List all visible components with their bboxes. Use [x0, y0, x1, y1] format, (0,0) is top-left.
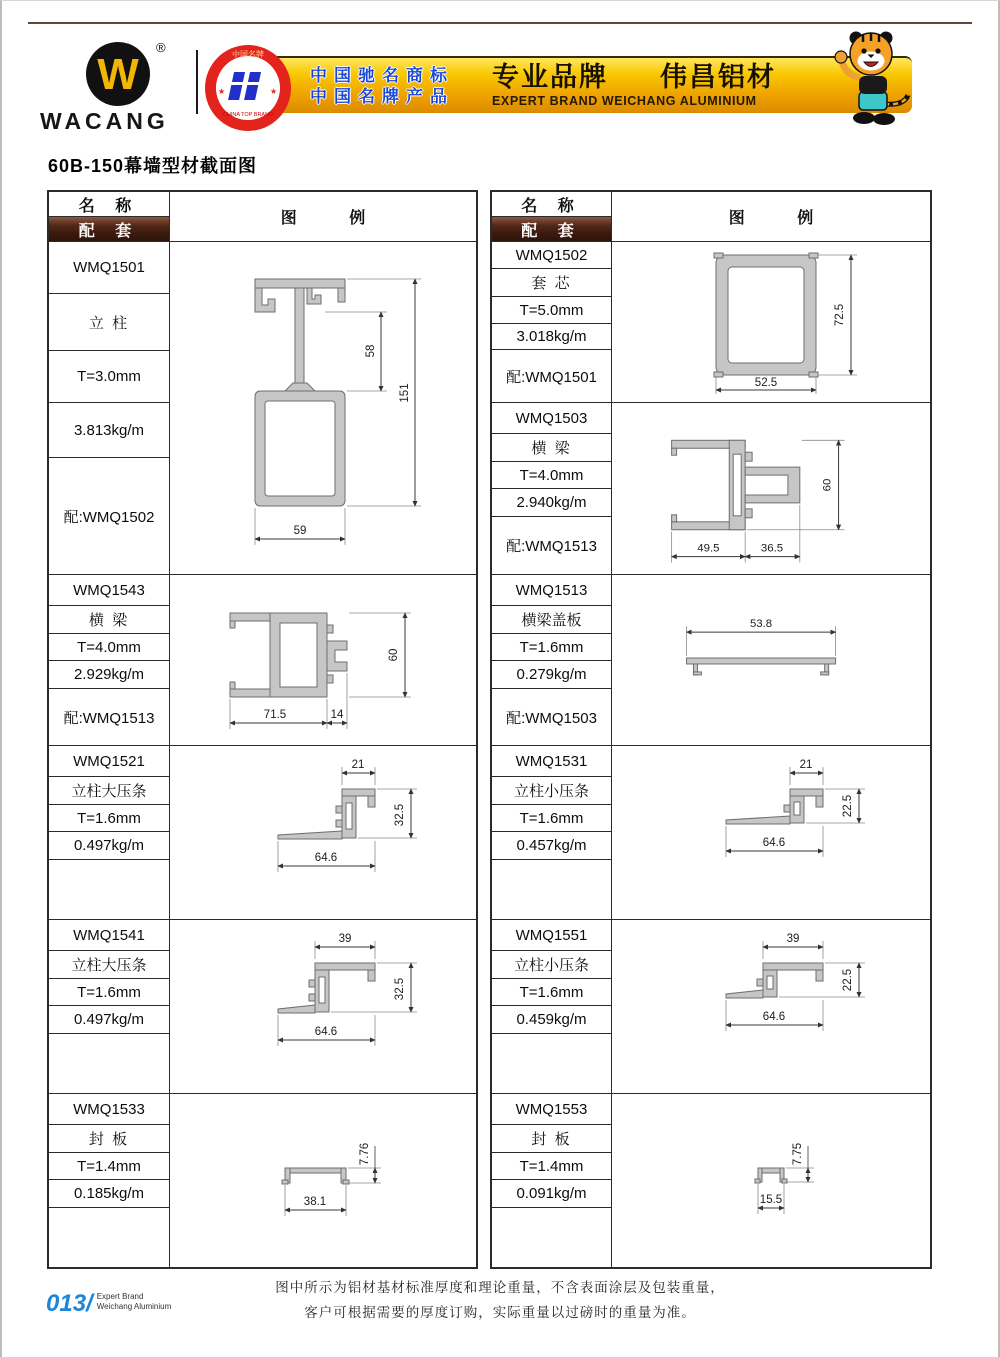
- profile-pair: [492, 1034, 611, 1093]
- dimension-label: 64.6: [314, 851, 338, 864]
- diagram-wmq1533: [170, 1094, 476, 1267]
- profile-code: WMQ1502: [492, 242, 611, 269]
- profile-pair: 配:WMQ1513: [63, 709, 155, 727]
- profile-thickness: T=1.6mm: [492, 634, 611, 661]
- profile-block-wmq1531: [492, 746, 930, 920]
- honor-line-2: 中国名牌产品: [310, 86, 454, 106]
- profile-block-wmq1502: [492, 242, 930, 403]
- banner-subtitle-en: EXPERT BRAND WEICHANG ALUMINIUM: [492, 93, 757, 108]
- dimension-label: 22.5: [842, 968, 854, 991]
- profile-pair: [49, 1034, 169, 1093]
- dimension-label: 64.6: [762, 1010, 786, 1023]
- profile-weight: 0.459kg/m: [492, 1006, 611, 1034]
- profile-weight: 2.940kg/m: [492, 489, 611, 517]
- profile-weight: 0.185kg/m: [49, 1180, 169, 1208]
- profile-block-wmq1533: [49, 1094, 476, 1267]
- profile-weight: 3.813kg/m: [49, 403, 169, 458]
- profile-code: WMQ1543: [49, 575, 169, 606]
- profile-code: WMQ1513: [492, 575, 611, 606]
- profile-weight: 0.457kg/m: [492, 832, 611, 860]
- dimension-label: 14: [330, 709, 344, 721]
- profile-pair: [49, 1208, 169, 1267]
- dimension-label: 151: [399, 382, 411, 403]
- profile-code: WMQ1553: [492, 1094, 611, 1125]
- page-number-value: 013/: [46, 1290, 93, 1317]
- dimension-label: 64.6: [762, 836, 786, 849]
- footer-note-line1: 图中所示为铝材基材标准厚度和理论重量，不含表面涂层及包装重量，: [275, 1280, 725, 1295]
- profile-weight: 3.018kg/m: [492, 324, 611, 350]
- profile-type: 立柱小压条: [492, 777, 611, 805]
- profile-code: WMQ1533: [49, 1094, 169, 1125]
- diagram-wmq1543: [170, 575, 476, 745]
- dimension-label: 21: [351, 758, 365, 771]
- col-header-legend: 图 例: [728, 210, 838, 227]
- dimension-label: 52.5: [754, 377, 778, 389]
- profile-thickness: T=4.0mm: [492, 462, 611, 489]
- page-imprint: [97, 1292, 172, 1312]
- page-title: 60B-150幕墙型材截面图: [48, 156, 258, 176]
- dimension-label: 21: [799, 758, 813, 771]
- profile-code: WMQ1551: [492, 920, 611, 951]
- profile-type: 横梁盖板: [492, 606, 611, 634]
- profile-pair: [49, 860, 169, 919]
- col-header-pair: 配 套: [49, 217, 169, 241]
- profile-pair: 配:WMQ1502: [63, 508, 155, 526]
- dimension-label: 7.76: [359, 1142, 371, 1165]
- dimension-label: 22.5: [842, 794, 854, 817]
- profile-weight: 0.497kg/m: [49, 832, 169, 860]
- honor-ribbon: [310, 65, 454, 107]
- profile-weight: 0.497kg/m: [49, 1006, 169, 1034]
- profile-code: WMQ1521: [49, 746, 169, 777]
- profile-block-wmq1543: [49, 575, 476, 746]
- profile-type: 封 板: [49, 1125, 169, 1153]
- profile-block-wmq1551: [492, 920, 930, 1094]
- profile-thickness: T=1.4mm: [49, 1153, 169, 1180]
- profile-code: WMQ1531: [492, 746, 611, 777]
- profile-pair: 配:WMQ1513: [506, 538, 597, 555]
- profile-type: 套 芯: [492, 269, 611, 297]
- profile-thickness: T=4.0mm: [49, 634, 169, 661]
- dimension-label: 39: [786, 932, 800, 945]
- profile-block-wmq1553: [492, 1094, 930, 1267]
- dimension-label: 32.5: [394, 977, 406, 1000]
- col-header-pair: 配 套: [492, 217, 611, 241]
- profile-block-wmq1503: [492, 403, 930, 575]
- profile-weight: 0.279kg/m: [492, 661, 611, 689]
- profile-block-wmq1521: [49, 746, 476, 920]
- badge-star-left: ★: [218, 87, 226, 96]
- imprint-line1: Expert Brand: [96, 1292, 144, 1301]
- diagram-wmq1521: [170, 746, 476, 919]
- profile-type: 立柱大压条: [49, 951, 169, 979]
- diagram-wmq1502: [612, 242, 930, 402]
- profile-code: WMQ1503: [492, 403, 611, 434]
- diagram-wmq1501: [170, 242, 476, 574]
- profile-type: 封 板: [492, 1125, 611, 1153]
- profile-thickness: T=3.0mm: [49, 351, 169, 403]
- diagram-wmq1551: [612, 920, 930, 1093]
- profile-thickness: T=1.6mm: [492, 805, 611, 832]
- profile-thickness: T=1.6mm: [49, 805, 169, 832]
- badge-star-right: ★: [270, 87, 278, 96]
- banner-slogan: 专业品牌: [492, 61, 608, 92]
- profile-pair: [492, 1208, 611, 1267]
- profile-weight: 2.929kg/m: [49, 661, 169, 689]
- diagram-wmq1513: [612, 575, 930, 745]
- dimension-label: 71.5: [263, 709, 287, 721]
- brand-wordmark: WACANG: [40, 108, 169, 134]
- banner-brand-cn: 伟昌铝材: [660, 61, 776, 92]
- dimension-label: 53.8: [749, 617, 773, 630]
- badge-bottom-text: CHINA TOP BRAND: [222, 112, 274, 118]
- col-header-name: 名 称: [492, 192, 611, 217]
- china-top-brand-badge-icon: [204, 44, 292, 132]
- col-header-legend: 图 例: [280, 210, 390, 227]
- diagram-wmq1541: [170, 920, 476, 1093]
- dimension-label: 49.5: [697, 542, 720, 555]
- diagram-wmq1531: [612, 746, 930, 919]
- page-number: [46, 1292, 171, 1316]
- dimension-label: 59: [293, 524, 307, 537]
- dimension-label: 60: [388, 648, 400, 662]
- profile-type: 立柱小压条: [492, 951, 611, 979]
- diagram-wmq1553: [612, 1094, 930, 1267]
- dimension-label: 58: [365, 344, 377, 357]
- dimension-label: 7.75: [792, 1142, 804, 1165]
- profile-weight: 0.091kg/m: [492, 1180, 611, 1208]
- tiger-mascot-icon: [812, 24, 912, 126]
- imprint-line2: Weichang Aluminium: [96, 1302, 172, 1311]
- dimension-label: 60: [821, 478, 834, 491]
- header-divider: [196, 50, 198, 114]
- profile-block-wmq1541: [49, 920, 476, 1094]
- profile-type: 横 梁: [492, 434, 611, 462]
- profile-pair: 配:WMQ1503: [506, 709, 597, 727]
- profile-block-wmq1513: [492, 575, 930, 746]
- badge-top-text: 中国名牌: [232, 50, 264, 59]
- dimension-label: 64.6: [314, 1025, 338, 1038]
- profile-type: 横 梁: [49, 606, 169, 634]
- profile-thickness: T=1.4mm: [492, 1153, 611, 1180]
- registered-mark: ®: [156, 40, 166, 55]
- profile-thickness: T=1.6mm: [492, 979, 611, 1006]
- diagram-wmq1503: [612, 403, 930, 574]
- col-header-name: 名 称: [49, 192, 169, 217]
- profile-type: 立柱大压条: [49, 777, 169, 805]
- profile-block-wmq1501: [49, 242, 476, 575]
- profile-pair: [492, 860, 611, 919]
- dimension-label: 39: [338, 932, 352, 945]
- dimension-label: 15.5: [759, 1193, 783, 1206]
- profile-thickness: T=1.6mm: [49, 979, 169, 1006]
- profile-thickness: T=5.0mm: [492, 297, 611, 324]
- profile-code: WMQ1501: [49, 242, 169, 294]
- footer-note-line2: 客户可根据需要的厚度订购，实际重量以过磅时的重量为准。: [304, 1305, 696, 1320]
- dimension-label: 36.5: [760, 542, 784, 555]
- profile-type: 立 柱: [49, 294, 169, 351]
- right-profile-table: [490, 190, 932, 1269]
- banner-title: [492, 61, 776, 108]
- left-profile-table: [47, 190, 478, 1269]
- dimension-label: 32.5: [394, 803, 406, 826]
- honor-line-1: 中国驰名商标: [310, 65, 454, 85]
- profile-pair: 配:WMQ1501: [506, 368, 597, 386]
- profile-code: WMQ1541: [49, 920, 169, 951]
- dimension-label: 38.1: [303, 1195, 327, 1208]
- logo-monogram: W: [97, 50, 139, 99]
- dimension-label: 72.5: [834, 303, 846, 327]
